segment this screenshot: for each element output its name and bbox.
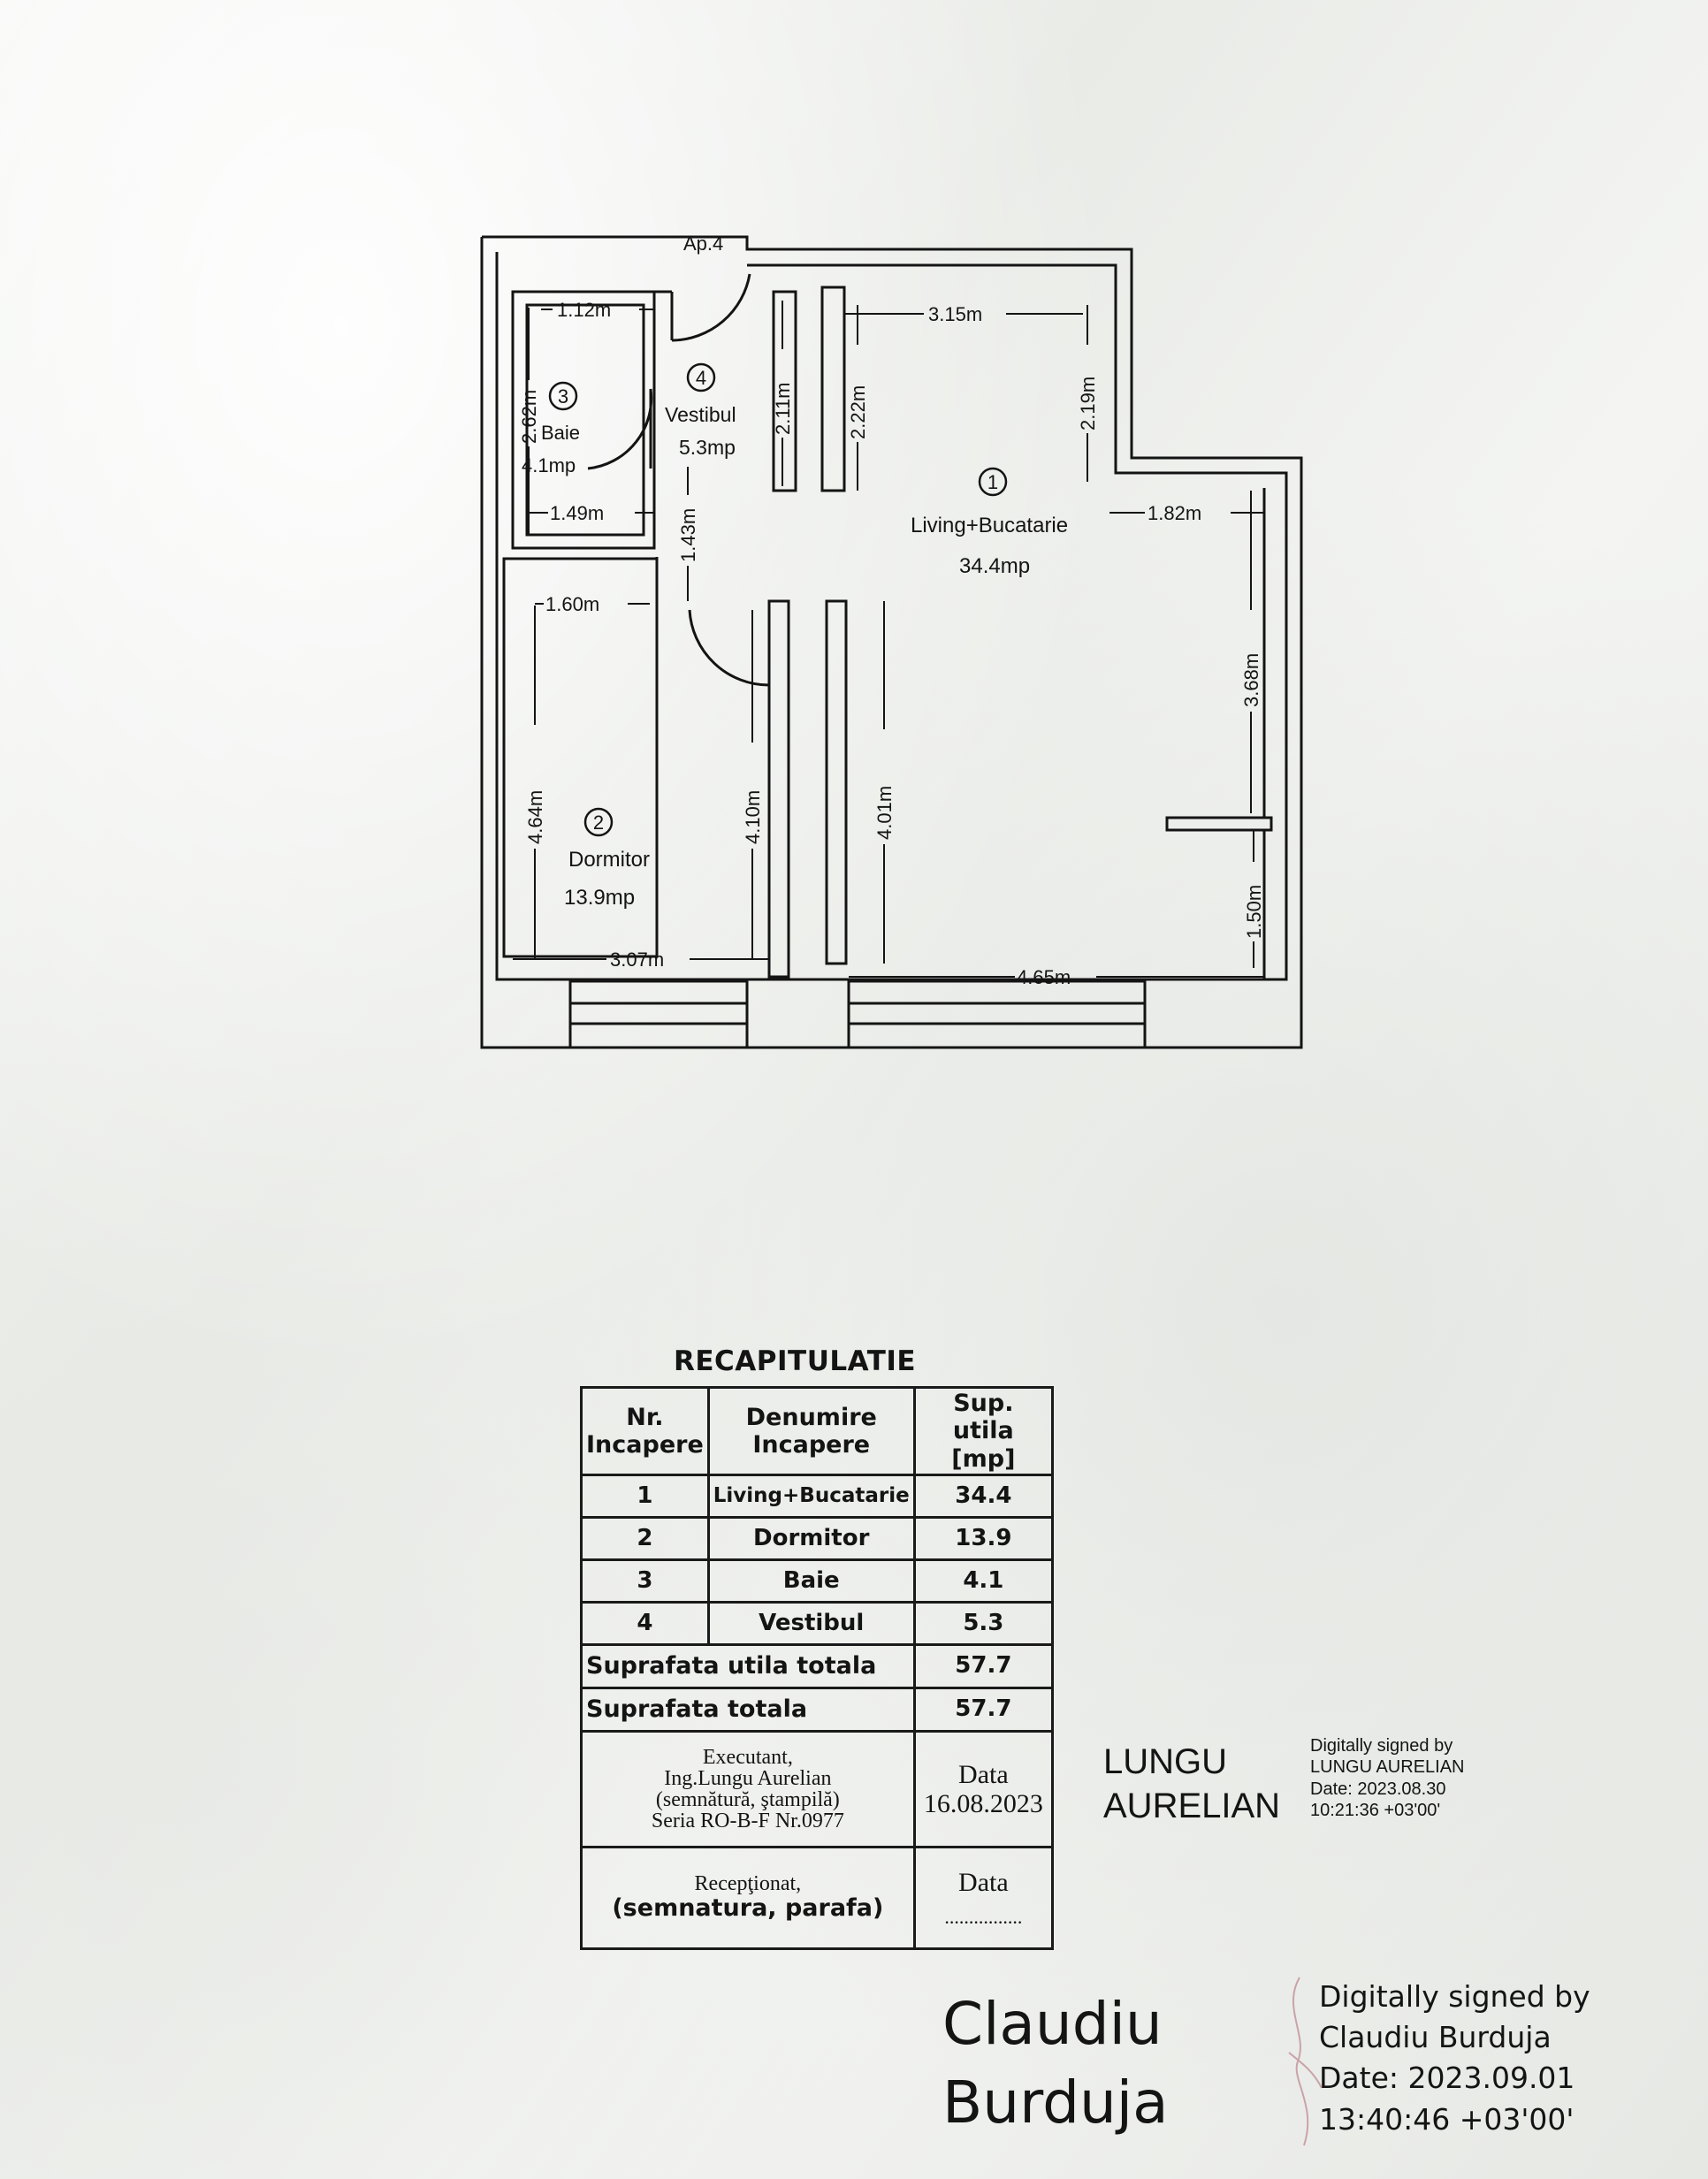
dim-label: 3.68m — [1240, 652, 1262, 707]
table-row — [582, 1518, 1053, 1560]
cell-name: Vestibul — [708, 1603, 914, 1645]
svg-text:1: 1 — [987, 471, 999, 493]
total-useful-value: 57.7 — [914, 1645, 1052, 1688]
executant-row — [582, 1732, 1053, 1848]
living-window — [849, 981, 1145, 1048]
dim-label: 4.65m — [1017, 966, 1071, 988]
cell-area: 5.3 — [914, 1603, 1052, 1645]
cell-area: 4.1 — [914, 1560, 1052, 1603]
total-row — [582, 1688, 1053, 1732]
room-name-dormitor: Dormitor — [568, 848, 651, 872]
executant-date-cell: Data 16.08.2023 — [914, 1732, 1052, 1848]
room-area-living: 34.4mp — [959, 554, 1031, 578]
room-area-dormitor: 13.9mp — [564, 886, 636, 910]
apartment-label: Ap.4 — [683, 232, 724, 255]
dim-label: 1.60m — [545, 593, 600, 615]
room-name-vestibul: Vestibul — [665, 403, 736, 426]
dim-label: 4.10m — [742, 789, 764, 844]
cell-name: Dormitor — [708, 1518, 914, 1560]
room-marker-3 — [550, 383, 576, 409]
corridor-partition — [769, 601, 789, 977]
header-denumire: Denumire Incapere — [708, 1388, 914, 1475]
bedroom-window — [570, 981, 747, 1048]
cell-area: 13.9 — [914, 1518, 1052, 1560]
outer-wall-outer-line — [482, 237, 1301, 1048]
cell-name: Living+Bucatarie — [708, 1475, 914, 1518]
header-nr: Nr. Incapere — [582, 1388, 709, 1475]
table-header-row — [582, 1388, 1053, 1475]
total-useful-label: Suprafata utila totala — [582, 1645, 915, 1688]
dim-label: 1.43m — [677, 507, 699, 562]
cell-area: 34.4 — [914, 1475, 1052, 1518]
total-useful-row — [582, 1645, 1053, 1688]
room-name-living: Living+Bucatarie — [911, 514, 1069, 537]
room-marker-1 — [980, 469, 1006, 495]
signature-name-burduja: Claudiu Burduja — [942, 1990, 1169, 2137]
cell-nr: 2 — [582, 1518, 709, 1560]
signature-details-burduja: Digitally signed by Claudiu Burduja Date: 2023.09.01 13:40:46 +03'00' — [1319, 1979, 1590, 2137]
dim-label: 2.22m — [847, 385, 869, 439]
dim-label: 4.01m — [873, 785, 896, 840]
cell-nr: 3 — [582, 1560, 709, 1603]
entrance-door-swing — [672, 274, 750, 340]
recap-table — [580, 1386, 1054, 1950]
cell-name: Baie — [708, 1560, 914, 1603]
room-name-baie: Baie — [541, 422, 581, 444]
recap-title: RECAPITULATIE — [674, 1345, 917, 1377]
dim-label: 1.12m — [557, 299, 612, 321]
room-area-vestibul: 5.3mp — [679, 436, 736, 459]
dim-label: 3.07m — [610, 949, 665, 971]
room-area-baie: 4.1mp — [522, 454, 576, 476]
total-value: 57.7 — [914, 1688, 1052, 1732]
signature-details-lungu: Digitally signed by LUNGU AURELIAN Date: 2023.08.30 10:21:36 +03'00' — [1310, 1736, 1465, 1821]
dim-label: 2.19m — [1077, 376, 1099, 430]
cell-nr: 1 — [582, 1475, 709, 1518]
bathroom-door-swing — [588, 389, 652, 469]
svg-text:3: 3 — [557, 385, 569, 408]
signature-name-lungu: LUNGU AURELIAN — [1103, 1742, 1281, 1825]
room-marker-2 — [585, 809, 612, 835]
dim-label: 1.82m — [1148, 502, 1202, 524]
living-partition — [827, 601, 846, 964]
svg-text:4: 4 — [695, 367, 707, 389]
receptionat-row — [582, 1848, 1053, 1949]
room-marker-4 — [688, 364, 714, 391]
svg-text:2: 2 — [592, 811, 605, 834]
receptionat-cell: Recepţionat, (semnatura, parafa) — [582, 1848, 915, 1949]
bedroom-door-swing — [690, 610, 769, 685]
table-row — [582, 1560, 1053, 1603]
executant-cell: Executant, Ing.Lungu Aurelian (semnătură, ştampilă) Seria RO-B-F Nr.0977 — [582, 1732, 915, 1848]
header-suprafata: Sup. utila [mp] — [914, 1388, 1052, 1475]
right-wall-nib — [1167, 818, 1271, 830]
dim-label: 1.49m — [550, 502, 605, 524]
table-row — [582, 1475, 1053, 1518]
dim-label: 3.15m — [928, 303, 983, 325]
dim-label: 2.62m — [518, 389, 540, 444]
dim-label: 2.11m — [772, 382, 794, 435]
receptionat-date-cell: Data ................ — [914, 1848, 1052, 1949]
dim-label: 4.64m — [524, 789, 546, 844]
total-label: Suprafata totala — [582, 1688, 915, 1732]
cell-nr: 4 — [582, 1603, 709, 1645]
dim-label: 1.50m — [1243, 884, 1265, 939]
living-upper-partition — [822, 287, 844, 491]
table-row — [582, 1603, 1053, 1645]
bathroom-inner-wall — [527, 305, 644, 535]
